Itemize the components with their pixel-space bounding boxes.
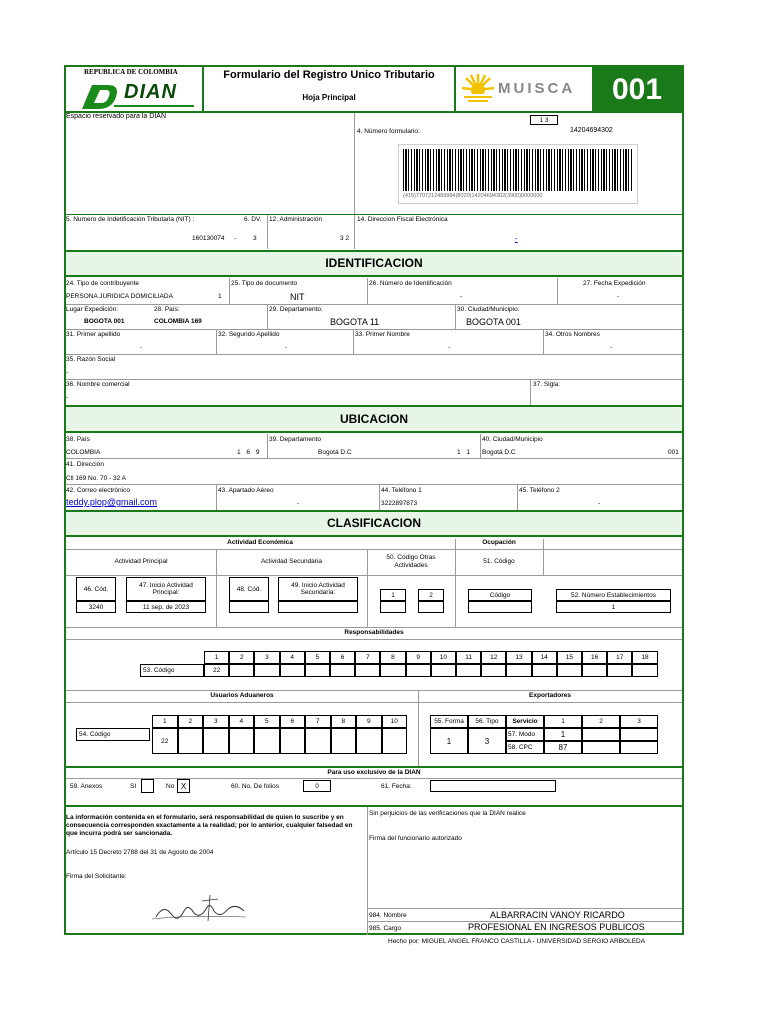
resp-header-11: 11 <box>456 651 481 664</box>
barcode-text: (415)7707212489984(8020)14204694302(3900)0000000 <box>403 193 543 199</box>
resp-value-6[interactable] <box>330 664 355 677</box>
otras-2-value[interactable] <box>418 601 444 613</box>
resp-header-4: 4 <box>280 651 305 664</box>
servicio-label: Servicio <box>506 715 544 728</box>
otras-1-value[interactable] <box>380 601 406 613</box>
actividad-principal-label: Actividad Principal <box>114 558 168 565</box>
ua-header-7: 7 <box>305 715 331 728</box>
resp-value-1: 22 <box>204 664 229 677</box>
signature-image <box>150 893 250 925</box>
ua-value-7[interactable] <box>305 728 331 754</box>
fecha-expedicion-value: - <box>617 293 620 300</box>
barcode-bars <box>403 149 633 191</box>
resp-header-3: 3 <box>254 651 279 664</box>
cpc-label: 58. CPC <box>506 741 544 754</box>
declaracion-text: La información contenida en el formulario, será responsabilidad de quien lo suscribe y en consecuencia corresponden exactamente a la realidad; por lo anterior, cualquier falsedad en que incurra podrá ser sancionada. <box>66 814 353 837</box>
razon-social-value: - <box>66 369 69 376</box>
inicio49-label: 49. Inicio Actividad Secundaria: <box>278 577 358 601</box>
usuarios-aduaneros-label: Usuarios Aduaneros <box>210 692 274 699</box>
fecha-expedicion-label: 27. Fecha Expedición <box>583 280 646 287</box>
uso-exclusivo-label: Para uso exclusivo de la DIAN <box>327 769 421 776</box>
primer-apellido-label: 31. Primer apellido <box>66 331 121 338</box>
resp-value-10[interactable] <box>431 664 456 677</box>
modo-label: 57. Modo <box>506 728 544 741</box>
resp-value-11[interactable] <box>456 664 481 677</box>
ubic-ciudad-value: Bogotá D.C <box>482 449 516 456</box>
resp-value-15[interactable] <box>557 664 582 677</box>
muisca-logo-text: MUISCA <box>498 80 576 97</box>
ua-header-1: 1 <box>152 715 178 728</box>
otros-nombres-label: 34. Otros Nombres <box>545 331 600 338</box>
correo-label: 42. Correo electrónico <box>66 487 130 494</box>
section-identificacion: IDENTIFICACION <box>66 250 682 277</box>
resp-code-label: 53. Código <box>140 664 204 677</box>
numero-identificacion-label: 26. Número de Identificación <box>369 280 452 287</box>
hecho-por-text: Hecho por: MIGUEL ANGEL FRANCO CASTILLA - UNIVERSIDAD SERGIO ARBOLEDA <box>388 938 646 945</box>
resp-value-14[interactable] <box>532 664 557 677</box>
dian-logo-text: DIAN <box>124 81 177 103</box>
cpc-value: 87 <box>544 741 582 754</box>
resp-value-2[interactable] <box>229 664 254 677</box>
anexos-no-checkbox[interactable]: X <box>177 779 190 793</box>
form-subtitle: Hoja Principal <box>302 93 356 102</box>
ua-header-4: 4 <box>229 715 255 728</box>
departamento-value: BOGOTA 11 <box>330 317 380 327</box>
numero-identificacion-value: - <box>460 293 463 300</box>
resp-value-8[interactable] <box>380 664 405 677</box>
email-dir-label: 14. Direccion Fiscal Electrónica <box>357 216 448 223</box>
inicio49-value[interactable] <box>278 601 358 613</box>
resp-header-12: 12 <box>481 651 506 664</box>
ua-header-9: 9 <box>356 715 382 728</box>
tipo-contribuyente-label: 24. Tipo de contribuyente <box>66 280 139 287</box>
form-number: 001 <box>611 73 663 106</box>
ciudad-value: BOGOTA 001 <box>466 317 521 327</box>
resp-value-9[interactable] <box>406 664 431 677</box>
forma-value: 1 <box>430 728 468 754</box>
tipo-contribuyente-value: PERSONA JURIDICA DOMICILIADA <box>66 293 173 300</box>
articulo-text: Artículo 15 Decreto 2788 del 31 de Agosto de 2004 <box>66 849 214 856</box>
firma-solicitante-label: Firma del Solicitante: <box>66 873 127 880</box>
dian-logo-block <box>66 67 202 113</box>
actividad-economica-label: Actividad Económica <box>227 539 293 546</box>
ua-value-4[interactable] <box>229 728 255 754</box>
ciudad-label: 30. Ciudad/Municipio: <box>457 306 520 313</box>
resp-value-3[interactable] <box>254 664 279 677</box>
telefono2-value: - <box>598 500 601 507</box>
ubic-departamento-code: 1 1 <box>457 449 473 456</box>
section-ubicacion: UBICACION <box>66 405 682 433</box>
primer-nombre-label: 33. Primer Nombre <box>355 331 410 338</box>
telefono1-label: 44. Teléfono 1 <box>381 487 422 494</box>
otras-1-label: 1 <box>380 589 406 601</box>
cod48-label: 48. Cód. <box>229 577 269 601</box>
lugar-expedicion-value: BOGOTA 001 <box>84 318 125 325</box>
primer-apellido-value: - <box>140 344 143 351</box>
departamento-label: 29. Departamento: <box>269 306 323 313</box>
establecimientos-value: 1 <box>556 601 671 613</box>
resp-header-9: 9 <box>406 651 431 664</box>
nombre-value: ALBARRACIN VANOY RICARDO <box>490 910 625 920</box>
resp-header-17: 17 <box>607 651 632 664</box>
resp-header-8: 8 <box>380 651 405 664</box>
resp-header-5: 5 <box>305 651 330 664</box>
forma-label: 55. Forma <box>430 715 468 728</box>
nit-label: 5. Numero de Indetificación Tributaria (NIT) : <box>66 216 195 223</box>
resp-value-13[interactable] <box>506 664 531 677</box>
barcode <box>398 144 638 204</box>
nit-value: 160130074 <box>192 235 225 242</box>
pais-value: COLOMBIA 169 <box>154 318 202 325</box>
pais-label: 28. País: <box>154 306 180 313</box>
ua-header-8: 8 <box>331 715 357 728</box>
tipo-contribuyente-code: 1 <box>218 293 222 300</box>
ua-header-3: 3 <box>203 715 229 728</box>
anexos-si-label: SI <box>130 783 137 790</box>
resp-header-13: 13 <box>506 651 531 664</box>
ua-header-2: 2 <box>178 715 204 728</box>
dv-label: 6. DV. <box>244 216 262 223</box>
ubic-departamento-label: 39. Departamento <box>269 436 322 443</box>
cpc-cell-3[interactable] <box>620 741 658 754</box>
ua-value-9[interactable] <box>356 728 382 754</box>
ubic-ciudad-code: 001 <box>668 449 679 456</box>
section-clasificacion: CLASIFICACION <box>66 510 682 537</box>
ubic-departamento-value: Bogotá D.C <box>318 449 352 456</box>
anexos-si-checkbox[interactable] <box>141 779 154 793</box>
resp-header-7: 7 <box>355 651 380 664</box>
resp-header-18: 18 <box>632 651 657 664</box>
page-indicator: 1 3 <box>530 115 558 125</box>
resp-value-12[interactable] <box>481 664 506 677</box>
ua-value-1: 22 <box>152 728 178 754</box>
cod46-value: 3240 <box>76 601 116 613</box>
reserved-label: Espacio reservado para la DIAN <box>66 113 166 120</box>
lugar-expedicion-label: Lugar Expedición: <box>66 306 119 313</box>
responsabilidades-label: Responsabilidades <box>344 629 404 636</box>
nombre-comercial-label: 36. Nombre comercial <box>66 381 130 388</box>
firma-funcionario-label: Firma del funcionario autorizado <box>369 835 462 842</box>
primer-nombre-value: - <box>448 344 451 351</box>
otros-nombres-value: - <box>610 344 613 351</box>
exportadores-label: Exportadores <box>529 692 571 699</box>
admin-value: 3 2 <box>340 235 350 242</box>
ua-header-6: 6 <box>280 715 306 728</box>
anexos-label: 59. Anexos <box>70 783 103 790</box>
resp-value-16[interactable] <box>582 664 607 677</box>
telefono2-label: 45. Teléfono 2 <box>519 487 560 494</box>
actividad-secundaria-label: Actividad Secundaria <box>260 558 323 565</box>
resp-value-7[interactable] <box>355 664 380 677</box>
dv-value: 3 <box>253 235 257 242</box>
anexos-no-label: No <box>166 783 175 790</box>
email-dir-link[interactable]: - <box>515 234 518 243</box>
sigla-label: 37. Sigla: <box>533 381 561 388</box>
resp-header-10: 10 <box>431 651 456 664</box>
modo-cell-2[interactable] <box>582 728 620 741</box>
ocupacion-codigo-value[interactable] <box>468 601 532 613</box>
correo-link[interactable]: teddy.plop@gmail.com <box>66 497 158 507</box>
modo-cell-3[interactable] <box>620 728 658 741</box>
resp-header-16: 16 <box>582 651 607 664</box>
ubic-pais-code: 1 6 9 <box>237 449 262 456</box>
ua-value-5[interactable] <box>254 728 280 754</box>
resp-header-6: 6 <box>330 651 355 664</box>
admin-label: 12. Administración <box>269 216 323 223</box>
modo-value: 1 <box>544 728 582 741</box>
servicio-header-3: 3 <box>620 715 658 728</box>
servicio-header-1: 1 <box>544 715 582 728</box>
inicio47-value: 11 sep. de 2023 <box>126 601 206 613</box>
ocupacion-codigo-label: 51. Código <box>483 558 515 565</box>
cargo-label: 985. Cargo <box>369 925 402 932</box>
apartado-value: - <box>297 500 300 507</box>
tipo-value: 3 <box>468 728 506 754</box>
cpc-cell-2[interactable] <box>582 741 620 754</box>
fecha-label: 61. Fecha: <box>381 783 412 790</box>
form-number-box <box>592 67 682 113</box>
tipo-documento-value: NIT <box>290 292 305 302</box>
ubic-ciudad-label: 40. Ciudad/Municipio <box>482 436 543 443</box>
ua-value-10[interactable] <box>382 728 408 754</box>
direccion-value: Cll 169 No. 70 - 32 A <box>66 475 126 482</box>
cod48-value[interactable] <box>229 601 269 613</box>
nombre-comercial-value: - <box>66 394 69 401</box>
otras-2-label: 2 <box>418 589 444 601</box>
fecha-input[interactable] <box>430 780 556 792</box>
tipo-documento-label: 25. Tipo de documento <box>231 280 298 287</box>
ocupacion-codigo-header: Código <box>468 589 532 601</box>
cod46-label: 46. Cód. <box>76 577 116 601</box>
nit-dash: - <box>234 235 237 242</box>
muisca-sun-icon <box>460 70 496 106</box>
ua-value-3[interactable] <box>203 728 229 754</box>
establecimientos-label: 52. Número Establecimientos <box>556 589 671 601</box>
sin-perjuicio-text: Sin perjuicios de las verificaciones que la DIAN realice <box>369 810 526 817</box>
codigo-otras-label: 50. Código Otras Actividades <box>386 554 436 569</box>
nombre-label: 984. Nombre <box>369 912 407 919</box>
tipo-label: 56. Tipo <box>468 715 506 728</box>
segundo-apellido-label: 32. Segundo Apellido <box>218 331 280 338</box>
republica-label: REPUBLICA DE COLOMBIA <box>84 68 178 76</box>
cargo-value: PROFESIONAL EN INGRESOS PUBLICOS <box>468 922 645 932</box>
resp-value-17[interactable] <box>607 664 632 677</box>
apartado-label: 43. Apartado Aéreo <box>218 487 274 494</box>
ua-code-label: 54. Código <box>76 728 150 741</box>
direccion-label: 41. Dirección <box>66 461 104 468</box>
resp-header-2: 2 <box>229 651 254 664</box>
razon-social-label: 35. Razón Social <box>66 356 116 363</box>
ua-value-8[interactable] <box>331 728 357 754</box>
ua-value-2[interactable] <box>178 728 204 754</box>
servicio-header-2: 2 <box>582 715 620 728</box>
resp-value-4[interactable] <box>280 664 305 677</box>
ubic-pais-label: 38. País <box>66 436 90 443</box>
ubic-pais-value: COLOMBIA <box>66 449 101 456</box>
segundo-apellido-value: - <box>285 344 288 351</box>
ua-header-10: 10 <box>382 715 408 728</box>
ua-header-5: 5 <box>254 715 280 728</box>
ua-value-6[interactable] <box>280 728 306 754</box>
folios-label: 60. No. De folios <box>231 783 280 790</box>
folios-value: 0 <box>303 780 331 792</box>
ocupacion-label: Ocupación <box>482 539 516 546</box>
resp-header-15: 15 <box>557 651 582 664</box>
resp-header-1: 1 <box>204 651 229 664</box>
form-number-value: 14204694302 <box>570 127 613 134</box>
form-number-label: 4. Número formulario: <box>357 128 420 135</box>
resp-value-18[interactable] <box>632 664 657 677</box>
form-title: Formulario del Registro Unico Tributario <box>223 69 435 81</box>
resp-value-5[interactable] <box>305 664 330 677</box>
resp-header-14: 14 <box>532 651 557 664</box>
telefono1-value: 3222897873 <box>381 500 418 507</box>
inicio47-label: 47. Inicio Actividad Principal: <box>126 577 206 601</box>
